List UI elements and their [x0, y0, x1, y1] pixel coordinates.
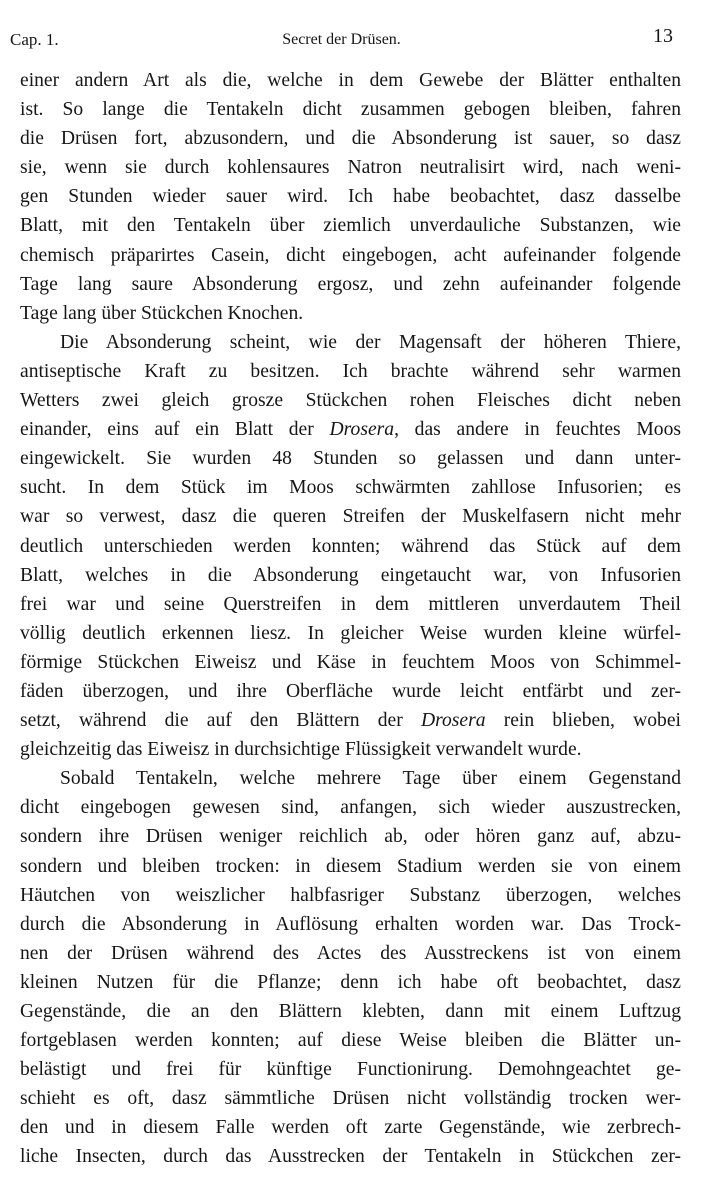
page-title: Secret der Drüsen. — [282, 31, 401, 48]
text-line: Blatt, mit den Tentakeln über ziemlich unverdauliche Substanzen, wie — [20, 215, 681, 237]
running-header — [10, 26, 673, 54]
text-line: antiseptische Kraft zu besitzen. Ich brachte während sehr warmen — [20, 360, 681, 382]
text-line: einer andern Art als die, welche in dem Gewebe der Blätter enthalten — [20, 70, 681, 91]
text-line: durch die Absonderung in Auflösung erhalten worden war. Das Trock- — [20, 913, 681, 935]
text-line: deutlich unterschieden werden konnten; während das Stück auf dem — [20, 535, 681, 557]
text-line: fortgeblasen werden konnten; auf diese Weise bleiben die Blätter un- — [20, 1030, 681, 1052]
text-line: ist. So lange die Tentakeln dicht zusammen gebogen bleiben, fahren — [20, 99, 681, 121]
text-segment: , das andere in feuchtes Moos — [394, 419, 681, 441]
chapter-label: Cap. 1. — [10, 30, 59, 49]
text-line: sie, wenn sie durch kohlensaures Natron neutralisirt wird, nach weni- — [20, 157, 681, 179]
text-line: Tage lang saure Absonderung ergosz, und zehn aufeinander folgende — [20, 273, 681, 295]
page-number: 13 — [653, 25, 673, 47]
text-line: die Drüsen fort, abzusondern, und die Absonderung ist sauer, so dasz — [20, 128, 681, 150]
text-line: frei war und seine Querstreifen in dem mittleren unverdautem Theil — [20, 593, 681, 615]
text-line-with-italic — [20, 706, 681, 735]
text-line-with-italic — [20, 415, 681, 444]
body-text — [20, 66, 681, 1172]
text-line: sucht. In dem Stück im Moos schwärmten zahllose Infusorien; es — [20, 477, 681, 499]
text-line: war so verwest, dasz die queren Streifen der Muskelfasern nicht mehr — [20, 506, 681, 528]
text-line: Wetters zwei gleich grosze Stückchen rohen Fleisches dicht neben — [20, 390, 681, 412]
text-line: Gegenstände, die an den Blättern klebten, dann mit einem Luftzug — [20, 1001, 681, 1022]
text-line: schieht es oft, dasz sämmtliche Drüsen nicht vollständig trocken wer- — [20, 1088, 681, 1110]
text-line: sondern und bleiben trocken: in diesem Stadium werden sie von einem — [20, 855, 681, 877]
paragraph-start-line: Sobald Tentakeln, welche mehrere Tage über einem Gegenstand — [60, 768, 681, 790]
italic-species-name: Drosera — [329, 419, 395, 441]
text-line: nen der Drüsen während des Actes des Ausstreckens ist von einem — [20, 942, 681, 964]
text-line: liche Insecten, durch das Ausstrecken der Tentakeln in Stückchen zer- — [20, 1146, 681, 1168]
text-line: fäden überzogen, und ihre Oberfläche wurde leicht entfärbt und zer- — [20, 680, 681, 702]
paragraph-start-line: Die Absonderung scheint, wie der Magensaft der höheren Thiere, — [60, 331, 681, 353]
text-line: Häutchen von weiszlicher halbfasriger Substanz überzogen, welches — [20, 884, 681, 906]
text-segment: einander, eins auf ein Blatt der — [20, 419, 330, 441]
text-line: eingewickelt. Sie wurden 48 Stunden so gelassen und dann unter- — [20, 448, 681, 470]
text-line: den und in diesem Falle werden oft zarte Gegenstände, wie zerbrech- — [20, 1117, 681, 1139]
text-line: chemisch präparirtes Casein, dicht eingebogen, acht aufeinander folgende — [20, 244, 681, 266]
text-line: Blatt, welches in die Absonderung eingetaucht war, von Infusorien — [20, 564, 681, 586]
italic-species-name: Drosera — [420, 710, 486, 732]
text-line: gleichzeitig das Eiweisz in durchsichtige Flüssigkeit verwandelt wurde. — [20, 739, 582, 761]
text-line: förmige Stückchen Eiweisz und Käse in feuchtem Moos von Schimmel- — [20, 651, 681, 673]
text-segment: setzt, während die auf den Blättern der — [20, 710, 421, 732]
text-line: belästigt und frei für künftige Functionirung. Demohngeachtet ge- — [20, 1059, 681, 1081]
text-line: dicht eingebogen gewesen sind, anfangen, sich wieder auszustrecken, — [20, 797, 681, 819]
text-line: gen Stunden wieder sauer wird. Ich habe beobachtet, dasz dasselbe — [20, 186, 681, 208]
text-line: völlig deutlich erkennen liesz. In gleicher Weise wurden kleine würfel- — [20, 622, 681, 644]
text-line: Tage lang über Stückchen Knochen. — [20, 302, 304, 324]
text-segment: rein blieben, wobei — [485, 710, 681, 732]
text-line: sondern ihre Drüsen weniger reichlich ab, oder hören ganz auf, abzu- — [20, 826, 681, 848]
text-line: kleinen Nutzen für die Pflanze; denn ich habe oft beobachtet, dasz — [20, 971, 681, 993]
